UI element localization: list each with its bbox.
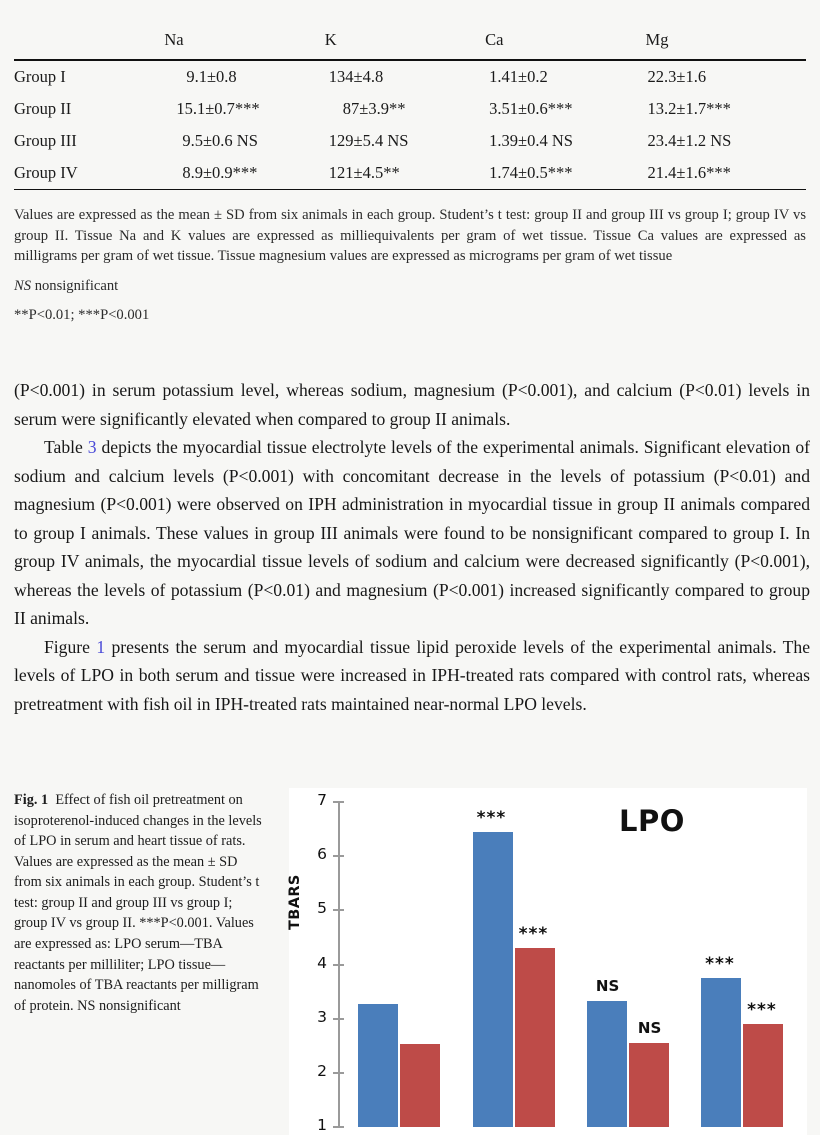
paragraph-2-prefix: Table bbox=[44, 437, 88, 457]
cell-k-value: 87±3.9** bbox=[342, 99, 406, 118]
cell-k-value: 134±4.8 bbox=[328, 67, 384, 86]
y-tick-label: 3 bbox=[317, 1007, 327, 1026]
cell-na-value: 8.9±0.9*** bbox=[182, 163, 258, 182]
cell-ca-value: 1.41±0.2 bbox=[489, 67, 548, 86]
table-header-ca: Ca bbox=[485, 30, 504, 49]
bar-serum bbox=[587, 1001, 627, 1127]
significance-annotation: *** bbox=[476, 807, 507, 828]
significance-annotation: NS bbox=[595, 977, 620, 996]
table-row bbox=[14, 125, 806, 157]
chart-inner bbox=[289, 788, 807, 1135]
y-tick-label: 5 bbox=[317, 899, 327, 918]
significance-annotation: *** bbox=[518, 924, 549, 945]
electrolyte-table bbox=[14, 26, 806, 190]
row-label: Group II bbox=[14, 99, 72, 118]
article-body bbox=[14, 376, 810, 718]
cell-ca-value: 3.51±0.6*** bbox=[489, 99, 573, 118]
cell-ca-value: 1.39±0.4 NS bbox=[489, 131, 573, 150]
table-footnotes bbox=[14, 205, 806, 326]
bar-tissue bbox=[743, 1024, 783, 1127]
cell-na bbox=[164, 60, 324, 93]
table-row bbox=[14, 60, 806, 93]
cell-k-value: 121±4.5** bbox=[328, 163, 400, 182]
y-tick-label: 6 bbox=[317, 845, 327, 864]
bar-serum bbox=[701, 978, 741, 1128]
cell-mg bbox=[646, 60, 806, 93]
row-label: Group I bbox=[14, 67, 66, 86]
figure-caption-text: Effect of fish oil pretreatment on isoproterenol-induced changes in the levels of LPO in serum and heart tissue of rats. Values are expressed as the mean ± SD from six animals in each group. Student’s t test: group II and group III vs group I; group IV vs group II. ***P<0.001. Values are expressed as: LPO serum—TBA reactants per milliliter; LPO tissue—nanomoles of TBA reactants per milligram of protein. NS nonsignificant bbox=[14, 792, 262, 1014]
cell-mg-value: 23.4±1.2 NS bbox=[647, 131, 732, 150]
cell-na bbox=[164, 93, 324, 125]
cell-na bbox=[164, 157, 324, 190]
y-tick-label: 4 bbox=[317, 953, 327, 972]
bar-serum bbox=[358, 1004, 398, 1127]
cell-k-value: 129±5.4 NS bbox=[328, 131, 409, 150]
figure-cross-reference[interactable]: 1 bbox=[96, 636, 106, 657]
y-tick-label: 2 bbox=[317, 1061, 327, 1080]
table-header-k: K bbox=[324, 30, 337, 49]
cell-mg-value: 13.2±1.7*** bbox=[647, 99, 731, 118]
paragraph-1: (P<0.001) in serum potassium level, whereas sodium, magnesium (P<0.001), and calcium (P<0.01) levels in serum were significantly elevated when compared to group II animals. bbox=[14, 380, 810, 429]
row-label: Group III bbox=[14, 131, 77, 150]
cell-ca bbox=[485, 157, 645, 190]
lpo-bar-chart bbox=[289, 788, 807, 1135]
table-header-mg: Mg bbox=[645, 30, 669, 49]
y-tick-label: 7 bbox=[317, 791, 327, 809]
paragraph-3-prefix: Figure bbox=[44, 636, 97, 657]
significance-annotation: NS bbox=[637, 1018, 662, 1037]
table-header-blank bbox=[14, 26, 164, 60]
footnote-ns bbox=[14, 276, 806, 297]
paragraph-3 bbox=[14, 633, 810, 719]
table-head bbox=[14, 26, 806, 60]
bar-tissue bbox=[400, 1044, 440, 1127]
table-row bbox=[14, 93, 806, 125]
table-body bbox=[14, 60, 806, 190]
paragraph-2 bbox=[14, 433, 810, 633]
figure-caption-label: Fig. 1 bbox=[14, 792, 49, 808]
electrolyte-table-block bbox=[14, 26, 806, 190]
table-row bbox=[14, 157, 806, 190]
table-header-na: Na bbox=[164, 30, 184, 49]
cell-na-value: 9.5±0.6 NS bbox=[182, 131, 258, 150]
y-axis-title: TBARS bbox=[287, 874, 303, 930]
cell-ca bbox=[485, 93, 645, 125]
bar-tissue bbox=[629, 1043, 669, 1128]
cell-mg bbox=[646, 157, 806, 190]
y-tick-label: 1 bbox=[317, 1116, 327, 1134]
cell-mg bbox=[646, 93, 806, 125]
footnote-pvalues: **P<0.01; ***P<0.001 bbox=[14, 306, 150, 323]
cell-na-value: 9.1±0.8 bbox=[186, 67, 237, 86]
table-header-row bbox=[14, 26, 806, 60]
footnote-ns-abbrev: NS bbox=[14, 278, 32, 295]
row-label: Group IV bbox=[14, 163, 78, 182]
cell-na-value: 15.1±0.7*** bbox=[176, 99, 260, 118]
paragraph-3-text: presents the serum and myocardial tissue lipid peroxide levels of the experimental animals. The levels of LPO in both serum and tissue were increased in IPH-treated rats compared with control rats, whereas pretreatment with fish oil in IPH-treated rats maintained near-normal LPO levels. bbox=[14, 636, 810, 714]
footnote-ns-text: nonsignificant bbox=[34, 278, 119, 295]
significance-annotation: *** bbox=[705, 953, 735, 974]
cell-na bbox=[164, 125, 324, 157]
cell-k bbox=[325, 60, 485, 93]
bar-tissue bbox=[515, 948, 555, 1127]
cell-mg bbox=[646, 125, 806, 157]
cell-ca bbox=[485, 60, 645, 93]
cell-k bbox=[325, 93, 485, 125]
cell-ca bbox=[485, 125, 645, 157]
significance-annotation: *** bbox=[747, 1000, 777, 1021]
figure-caption bbox=[14, 790, 262, 1016]
chart-title: LPO bbox=[619, 804, 685, 838]
footnote-main: Values are expressed as the mean ± SD from six animals in each group. Student’s t test: group II and group III vs group I; group IV vs group II. Tissue Na and K values are expressed as milliequivalents per gram of wet tissue. Tissue Ca values are expressed as milligrams per gram of wet tissue. Tissue magnesium values are expressed as micrograms per gram of wet tissue bbox=[14, 207, 806, 265]
bar-serum bbox=[473, 832, 513, 1127]
cell-ca-value: 1.74±0.5*** bbox=[489, 163, 573, 182]
table-cross-reference[interactable]: 3 bbox=[87, 437, 97, 457]
cell-k bbox=[325, 157, 485, 190]
cell-k bbox=[325, 125, 485, 157]
cell-mg-value: 22.3±1.6 bbox=[647, 67, 707, 86]
cell-mg-value: 21.4±1.6*** bbox=[647, 163, 731, 182]
plot-area bbox=[340, 802, 797, 1127]
paragraph-2-text: depicts the myocardial tissue electrolyte levels of the experimental animals. Significant elevation of sodium and calcium levels (P<0.001) with concomitant decrease in the levels of potassium (P<0.01) and magnesium (P<0.001) were observed on IPH administration in myocardial tissue in group II animals compared to group I animals. These values in group III animals were found to be nonsignificant compared to group I. In group IV animals, the myocardial tissue levels of sodium and calcium were decreased significantly (P<0.001), whereas the levels of potassium (P<0.01) and magnesium (P<0.001) increased significantly compared to group II animals. bbox=[14, 437, 810, 628]
